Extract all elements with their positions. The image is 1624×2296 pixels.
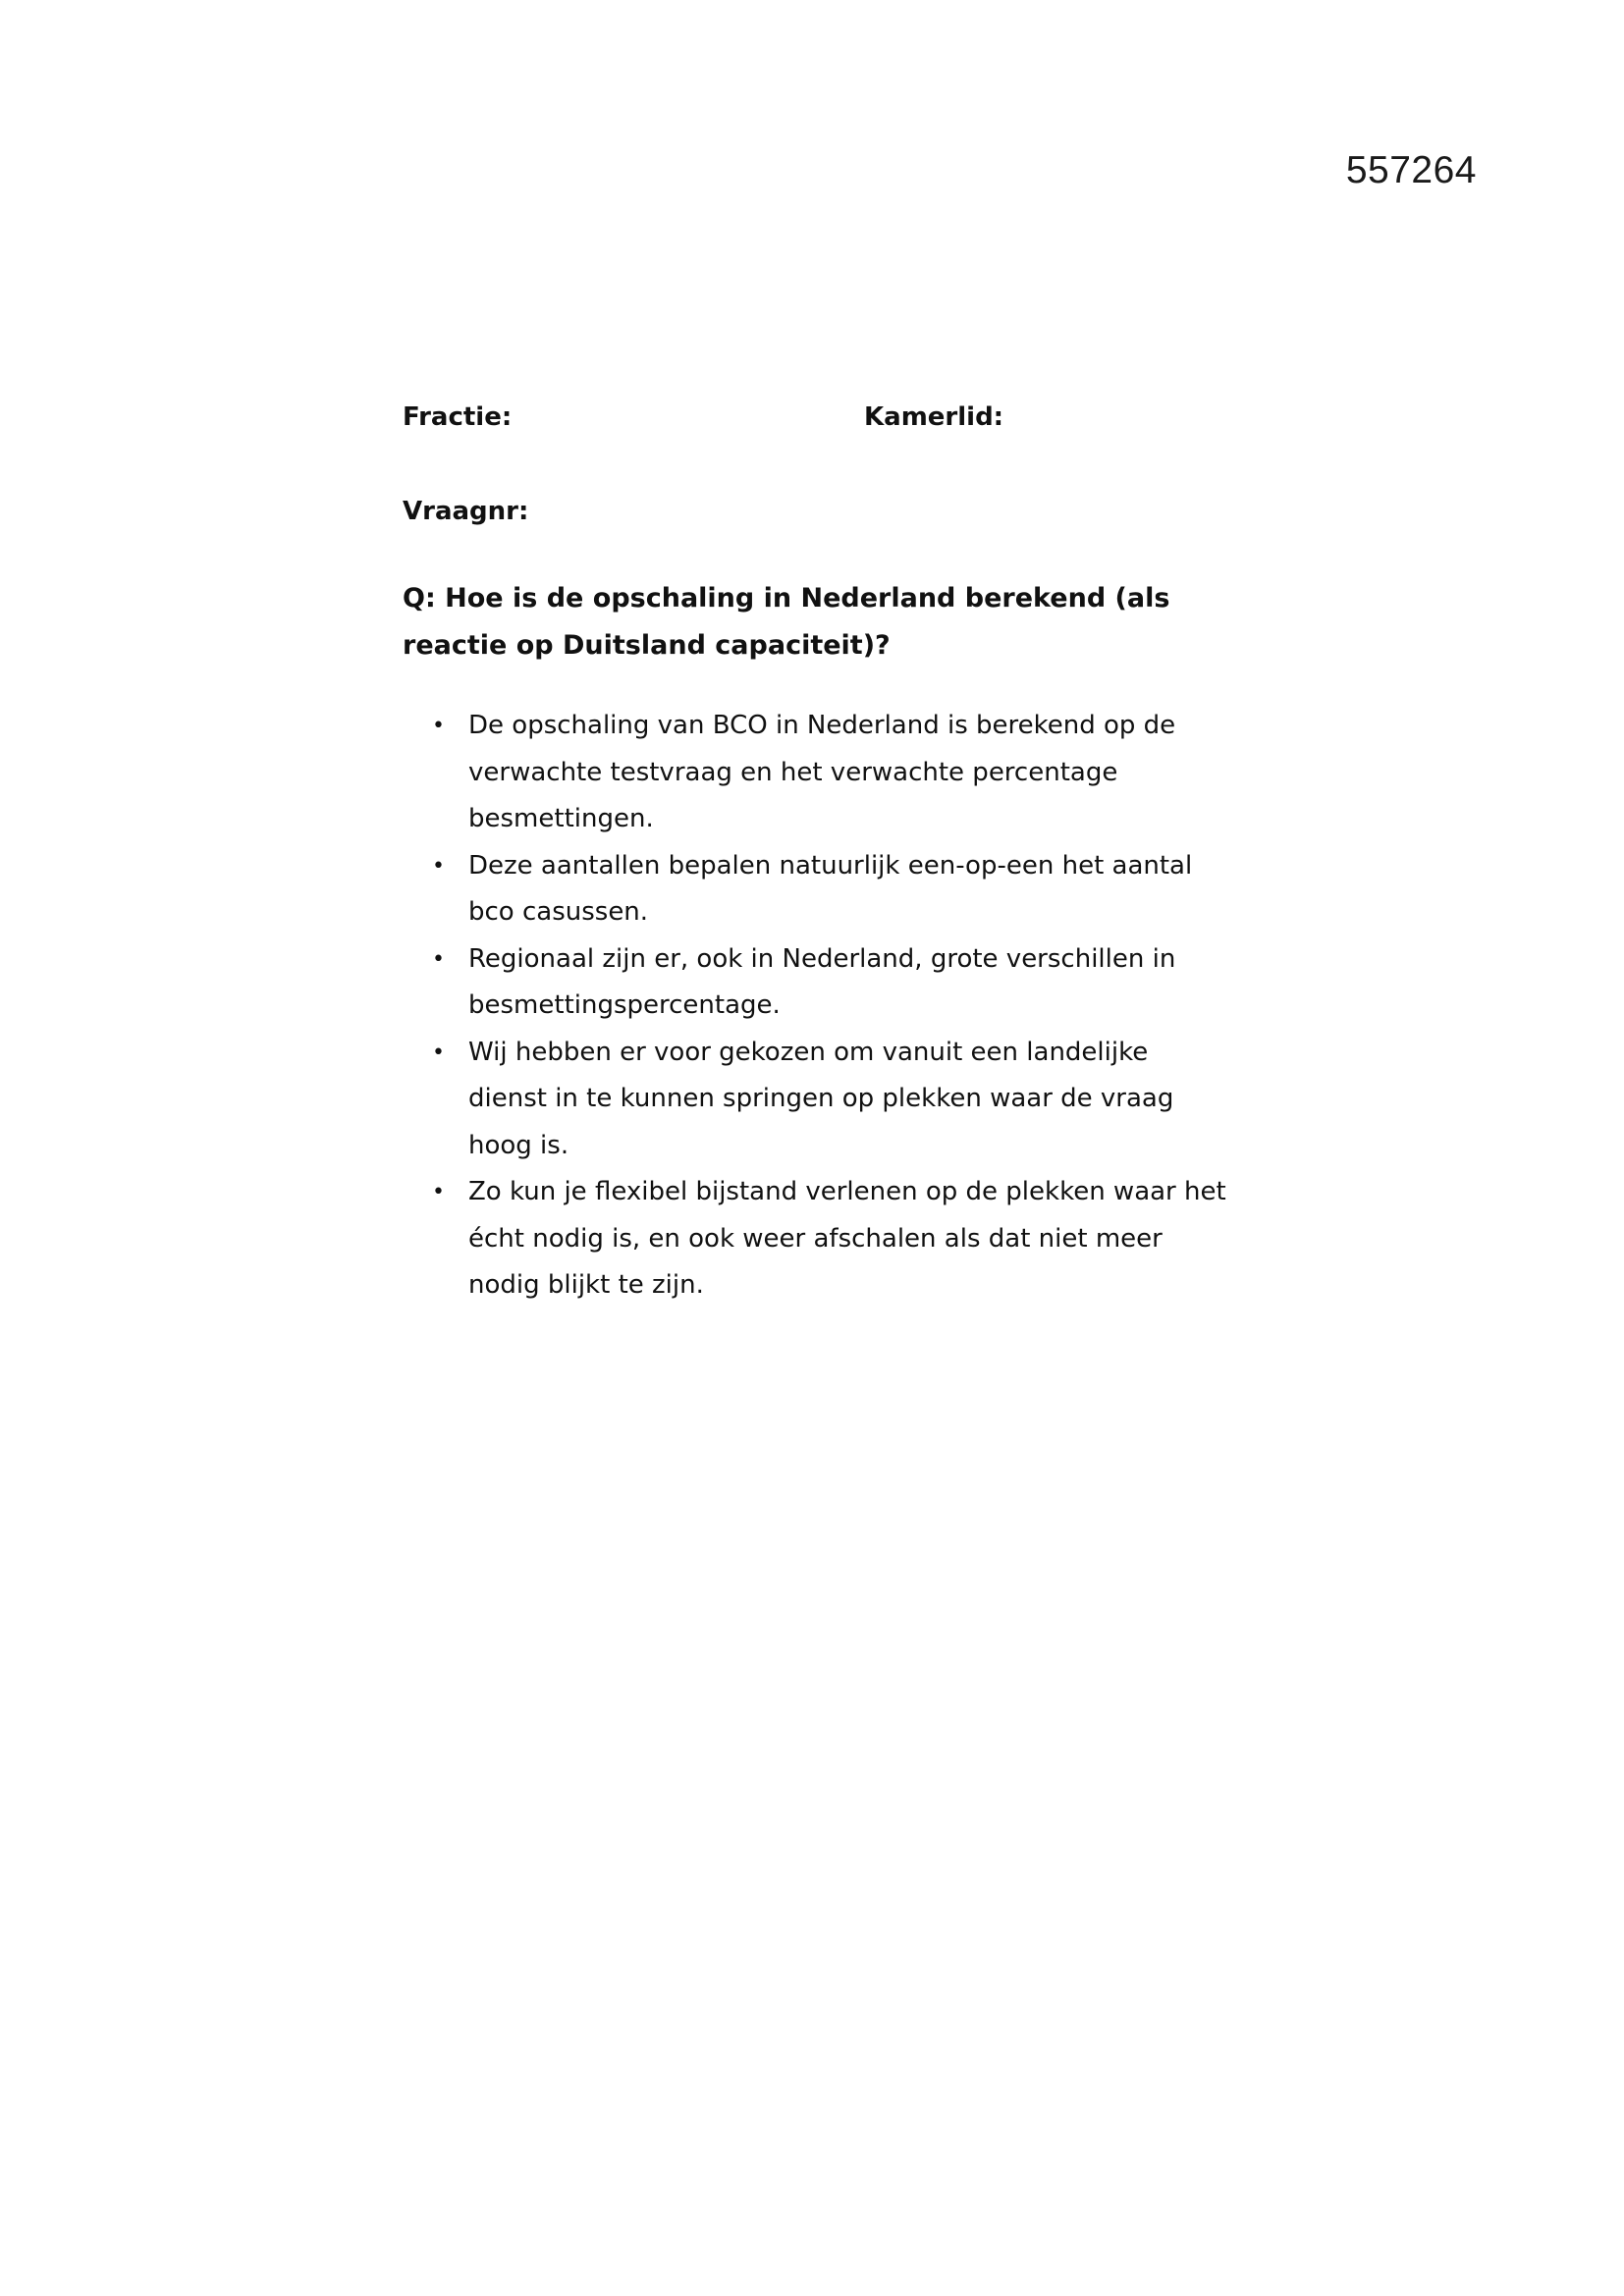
bullet-icon: • — [432, 1180, 445, 1204]
bullet-icon: • — [432, 1040, 445, 1065]
document-body — [403, 393, 1247, 1309]
answer-item — [403, 843, 1234, 936]
answer-item — [403, 936, 1234, 1030]
bullet-icon: • — [432, 946, 445, 972]
answer-text: Wij hebben er voor gekozen om vanuit een landelijke dienst in te kunnen springen op plekken waar de vraag hoog is. — [468, 1037, 1174, 1160]
answer-list — [403, 703, 1247, 1309]
document-number: 557264 — [1345, 149, 1477, 191]
bullet-icon: • — [432, 714, 445, 738]
question-heading: Q: Hoe is de opschaling in Nederland berekend (als reactie op Duitsland capaciteit)? — [403, 583, 1170, 661]
fractie-label: Fractie: — [403, 402, 513, 432]
meta-row — [403, 393, 1247, 442]
answer-text: Zo kun je flexibel bijstand verlenen op de plekken waar het écht nodig is, en ook weer afschalen als dat niet meer nodig blijkt te zijn. — [468, 1177, 1226, 1300]
answer-item — [403, 1030, 1234, 1170]
answer-item — [403, 1169, 1234, 1309]
vraagnr-label: Vraagnr: — [403, 497, 529, 526]
answer-text: Regionaal zijn er, ook in Nederland, grote verschillen in besmettingspercentage. — [468, 943, 1176, 1020]
answer-item — [403, 703, 1234, 843]
answer-text: De opschaling van BCO in Nederland is berekend op de verwachte testvraag en het verwachte percentage besmettingen. — [468, 711, 1176, 833]
bullet-icon: • — [432, 853, 445, 879]
kamerlid-label: Kamerlid: — [864, 402, 1004, 432]
answer-text: Deze aantallen bepalen natuurlijk een-op-een het aantal bco casussen. — [468, 850, 1193, 927]
